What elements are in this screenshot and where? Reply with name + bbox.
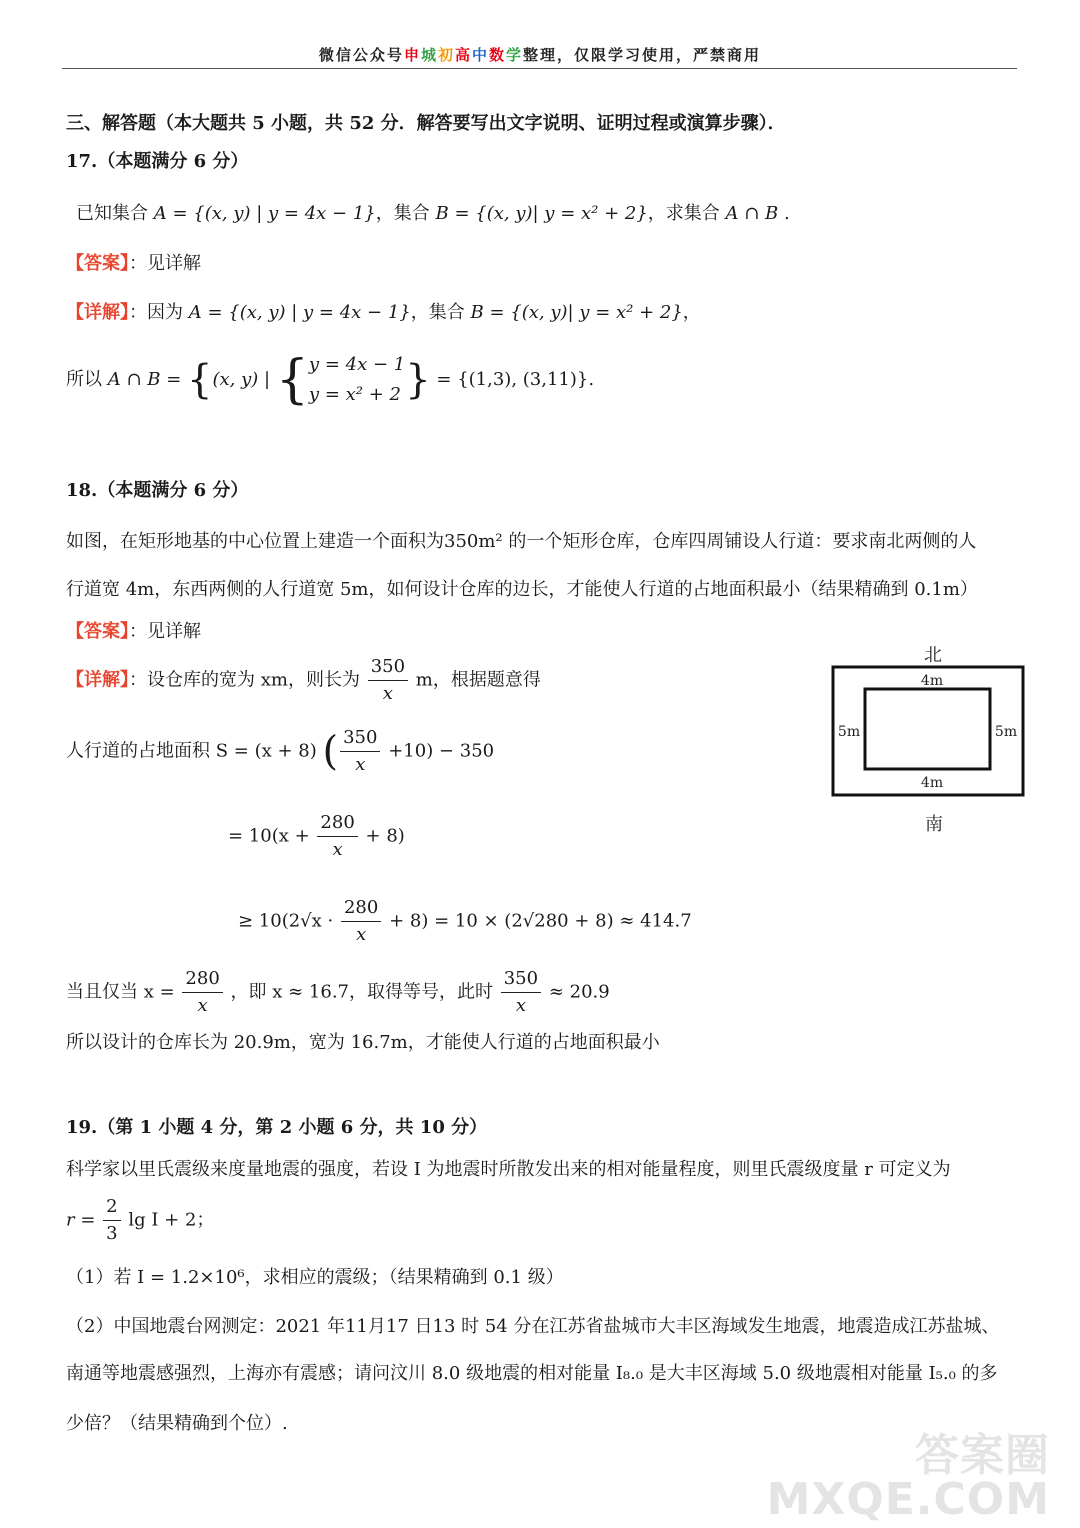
q18-detail [66, 654, 541, 707]
header-brand-char: 中 [472, 46, 490, 64]
q19-part-2-line1: （2）中国地震台网测定：2021 年11月17 日13 时 54 分在江苏省盐城市大丰区海域发生地震，地震造成江苏盐城、 [66, 1316, 1000, 1337]
q17-stem-text: ，集合 [375, 203, 430, 224]
q19-heading: 19.（第 1 小题 4 分，第 2 小题 6 分，共 10 分） [66, 1117, 488, 1138]
watermark-logo-text: 答案圈 [915, 1430, 1050, 1481]
warehouse-diagram [825, 640, 1035, 840]
q17-stem-text: ，求集合 [647, 203, 720, 224]
warehouse-outline [865, 689, 990, 769]
answer-label: 【答案】 [66, 253, 129, 274]
detail-text: m，根据题意得 [415, 669, 541, 691]
fraction-numerator: 280 [317, 810, 357, 837]
fraction-denominator: 3 [106, 1223, 118, 1244]
step-expression: + 8) [365, 825, 405, 847]
area-expression: +10) − 350 [388, 740, 495, 762]
fraction-numerator: 350 [368, 654, 408, 681]
formula-text: r = [66, 1209, 96, 1231]
detail-text: ， [682, 302, 701, 323]
detail-text: ：设仓库的宽为 xm，则长为 [129, 669, 360, 691]
q17-heading: 17.（本题满分 6 分） [66, 151, 249, 172]
header-text: 整理，仅限学习使用，严禁商用 [523, 46, 762, 64]
detail-text: ：因为 [129, 302, 183, 323]
header-brand-char: 学 [506, 46, 524, 64]
q17-detail [66, 301, 701, 325]
q18-area: 人行道的占地面积 S = (x + 8) ( $\frac{350}{x}$ +10) − 350 [66, 725, 494, 778]
q17-set-b: B = {(x, y)| y = x² + 2} [435, 203, 648, 224]
detail-text: ，集合 [410, 302, 465, 323]
fraction-denominator: x [197, 995, 208, 1016]
q17-set-b: B = {(x, y)| y = x² + 2} [470, 302, 683, 323]
q19-part-2-line2: 南通等地震感强烈，上海亦有震感；请问汶川 8.0 级地震的相对能量 I₈.₀ 是大丰区海域 5.0 级地震相对能量 I₅.₀ 的多 [66, 1363, 998, 1384]
equation-line: y = x² + 2 [308, 384, 401, 405]
fraction [340, 725, 380, 778]
fraction [368, 654, 408, 707]
fraction-denominator: x [382, 683, 393, 704]
fraction-numerator: 350 [340, 725, 380, 752]
q19-part-2-line3: 少倍？（结果精确到个位）. [66, 1413, 288, 1434]
q18-answer [66, 620, 201, 644]
equality-text: 当且仅当 x = [66, 981, 175, 1003]
q17-stem [76, 202, 790, 226]
fraction [103, 1194, 120, 1247]
formula-text: lg I + 2； [128, 1209, 215, 1231]
equality-text: ，即 x ≈ 16.7，取得等号，此时 [230, 981, 493, 1003]
answer-label: 【答案】 [66, 621, 129, 642]
header-brand-char: 申 [403, 46, 421, 64]
top-width-label: 4m [920, 673, 944, 689]
step-expression: ≥ 10(2√x · [238, 910, 334, 932]
watermark-url: MXQE.COM [766, 1474, 1050, 1525]
fraction-denominator: x [356, 924, 367, 945]
header-divider [62, 68, 1017, 69]
q17-equation-system [309, 350, 405, 410]
q18-heading: 18.（本题满分 6 分） [66, 480, 249, 501]
answer-text: ：见详解 [129, 621, 201, 642]
answer-text: ：见详解 [129, 253, 201, 274]
q18-stem-line1: 如图，在矩形地基的中心位置上建造一个面积为350m² 的一个矩形仓库，仓库四周铺设人行道：要求南北两侧的人 [66, 531, 977, 552]
fraction-numerator: 280 [341, 895, 381, 922]
q18-step-3 [238, 895, 692, 948]
north-label: 北 [924, 645, 942, 666]
fraction-numerator: 280 [182, 966, 222, 993]
q19-stem: 科学家以里氏震级来度量地震的强度，若设 I 为地震时所散发出来的相对能量程度，则里氏震级度量 r 可定义为 [66, 1159, 951, 1180]
area-expression: 人行道的占地面积 S = (x + 8) [66, 740, 317, 762]
site-watermark [766, 1430, 1050, 1525]
q18-stem-line2: 行道宽 4m，东西两侧的人行道宽 5m，如何设计仓库的边长，才能使人行道的占地面积最小（结果精确到 0.1m） [66, 579, 978, 600]
south-label: 南 [925, 814, 943, 835]
left-width-label: 5m [837, 724, 861, 740]
step-expression: + 8) = 10 × (2√280 + 8) ≈ 414.7 [389, 910, 692, 932]
equality-text: ≈ 20.9 [548, 981, 610, 1003]
detail-label: 【详解】 [66, 302, 129, 323]
page-header [0, 44, 1080, 65]
q19-formula [66, 1194, 214, 1247]
header-brand-char: 城 [420, 46, 438, 64]
header-brand-char: 高 [454, 46, 472, 64]
q17-intersection: A ∩ B = [107, 369, 182, 390]
right-width-label: 5m [994, 724, 1018, 740]
fraction-denominator: x [515, 995, 526, 1016]
q17-solution: 所以 A ∩ B = {(x, y) | { y = 4x − 1 y = x² + 2 } = {(1,3), (3,11)}. [66, 350, 595, 410]
header-brand-char: 数 [489, 46, 507, 64]
q17-result: = {(1,3), (3,11)}. [436, 369, 595, 390]
header-brand-char: 初 [437, 46, 455, 64]
section-title: 三、解答题（本大题共 5 小题，共 52 分．解答要写出文字说明、证明过程或演算步骤）． [66, 113, 786, 134]
fraction-denominator: x [355, 754, 366, 775]
q17-goal: A ∩ B . [725, 203, 790, 224]
q17-answer [66, 252, 201, 276]
solution-text: 所以 [66, 369, 102, 390]
q18-conclusion: 所以设计的仓库长为 20.9m，宽为 16.7m，才能使人行道的占地面积最小 [66, 1032, 660, 1053]
fraction-numerator: 350 [501, 966, 541, 993]
fraction [501, 966, 541, 1019]
q18-step-2 [228, 810, 405, 863]
q18-equality [66, 966, 610, 1019]
fraction-numerator: 2 [103, 1194, 120, 1221]
step-expression: = 10(x + [228, 825, 310, 847]
fraction [341, 895, 381, 948]
equation-line: y = 4x − 1 [308, 354, 406, 375]
header-text: 微信公众号 [318, 46, 404, 64]
fraction [317, 810, 357, 863]
q19-part-1: （1）若 I = 1.2×10⁶，求相应的震级；（结果精确到 0.1 级） [66, 1267, 564, 1288]
q17-set-a: A = {(x, y) | y = 4x − 1} [153, 203, 376, 224]
fraction [182, 966, 222, 1019]
q17-set-a: A = {(x, y) | y = 4x − 1} [188, 302, 411, 323]
detail-label: 【详解】 [66, 669, 129, 691]
bottom-width-label: 4m [920, 775, 944, 791]
q17-stem-text: 已知集合 [76, 203, 148, 224]
fraction-denominator: x [332, 839, 343, 860]
